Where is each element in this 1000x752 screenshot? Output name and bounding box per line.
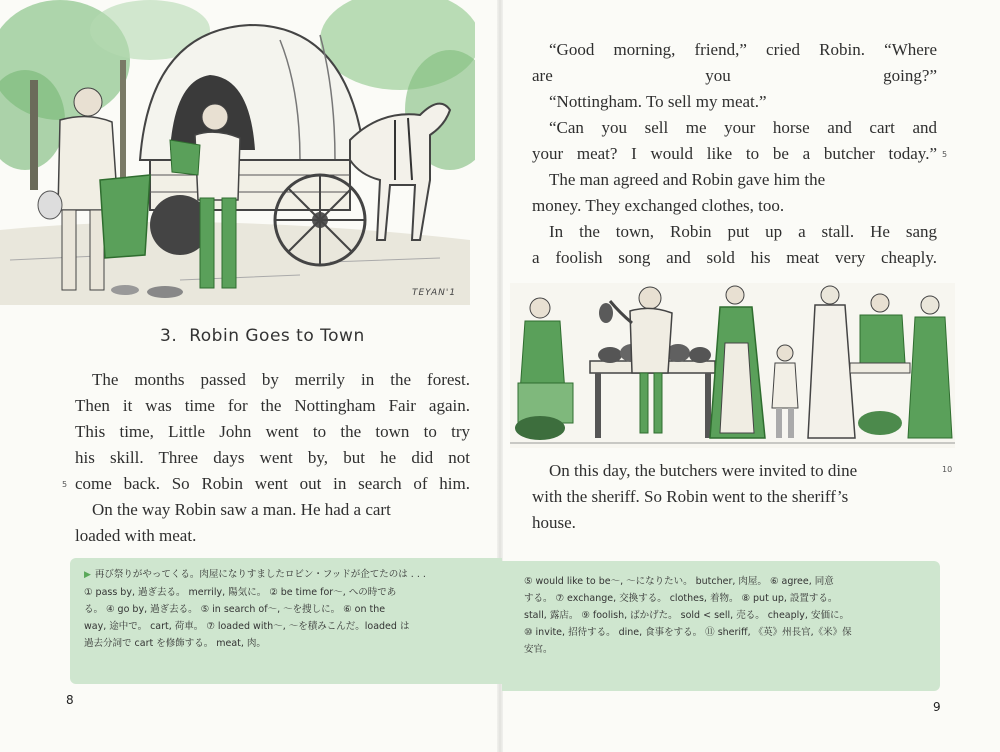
text-line: The months passed by merrily in the forest. (92, 370, 470, 389)
text-line: house. (532, 513, 576, 532)
market-stall-illustration (510, 283, 955, 448)
paragraph-on-the-way (75, 497, 470, 549)
paragraph-on-this-day (532, 458, 937, 536)
paragraph-man-agreed (532, 167, 937, 219)
right-page (500, 0, 1000, 752)
page-number-left: 8 (66, 693, 74, 707)
play-triangle-icon: ▶ (84, 570, 91, 580)
text-line: come back. So Robin went out in search of him. (75, 474, 470, 493)
note-line: る。 ④ go by, 過ぎ去る。 ⑤ in search of～, ～を捜しに。 ⑥ on the (84, 604, 386, 615)
line-number-10: 10 (942, 465, 953, 474)
line-number-5: 5 (942, 150, 948, 159)
vocabulary-note-left (70, 558, 502, 684)
text-line: This time, Little John went to the town to try (75, 422, 470, 441)
paragraph-nottingham (532, 89, 937, 115)
text-line: In the town, Robin put up a stall. He sang (549, 222, 937, 241)
chapter-title (160, 326, 365, 346)
note-line: する。 ⑦ exchange, 交換する。 clothes, 着物。 ⑧ put up, 設置する。 (524, 593, 838, 604)
chapter-name: Robin Goes to Town (189, 326, 365, 346)
text-line: loaded with meat. (75, 526, 197, 545)
text-line: with the sheriff. So Robin went to the sheriff’s (532, 487, 849, 506)
text-line: a foolish song and sold his meat very cheaply. (532, 248, 937, 267)
note-line: ⑩ invite, 招待する。 dine, 食事をする。 ⑪ sheriff, 《英》州長官,《米》保 (524, 627, 852, 638)
note-line: ① pass by, 過ぎ去る。 merrily, 陽気に。 ② be time for～, への時であ (84, 587, 397, 598)
text-line: his skill. Three days went by, but he did not (75, 448, 470, 467)
text-line: “Nottingham. To sell my meat.” (549, 92, 767, 111)
paragraph-months-passed (75, 367, 470, 497)
wagon-illustration (0, 0, 475, 305)
note-intro (84, 566, 502, 584)
vocabulary-note-right (502, 561, 940, 691)
paragraph-can-you-sell (532, 115, 937, 167)
artist-signature: TEYAN'1 (412, 288, 457, 298)
line-number-5: 5 (62, 480, 68, 489)
text-line: your meat? I would like to be a butcher today.” (532, 144, 937, 163)
text-line: On the way Robin saw a man. He had a cart (92, 500, 391, 519)
paragraph-in-the-town (532, 219, 937, 271)
text-line: are you going?” (532, 66, 937, 85)
text-line: The man agreed and Robin gave him the (549, 170, 826, 189)
text-line: Then it was time for the Nottingham Fair again. (75, 396, 470, 415)
note-line: way, 途中で。 cart, 荷車。 ⑦ loaded with～, ～を積みこんだ。loaded は (84, 621, 410, 632)
text-line: On this day, the butchers were invited to dine (549, 461, 858, 480)
page-number-right: 9 (933, 700, 941, 714)
note-line: 過去分詞で cart を修飾する。 meat, 肉。 (84, 638, 266, 649)
paragraph-good-morning (532, 37, 937, 89)
note-line: 安官。 (524, 644, 553, 655)
note-line: stall, 露店。 ⑨ foolish, ばかげた。 sold < sell, 売る。 cheaply, 安価に。 (524, 610, 849, 621)
text-line: “Good morning, friend,” cried Robin. “Where (549, 40, 937, 59)
text-line: “Can you sell me your horse and cart and (549, 118, 937, 137)
note-line: 再び祭りがやってくる。肉屋になりすましたロビン・フッドが企てたのは . . . (94, 569, 426, 580)
note-line: ⑤ would like to be～, ～になりたい。 butcher, 肉屋。 ⑥ agree, 同意 (524, 576, 834, 587)
text-line: money. They exchanged clothes, too. (532, 196, 785, 215)
chapter-number: 3. (160, 326, 178, 346)
